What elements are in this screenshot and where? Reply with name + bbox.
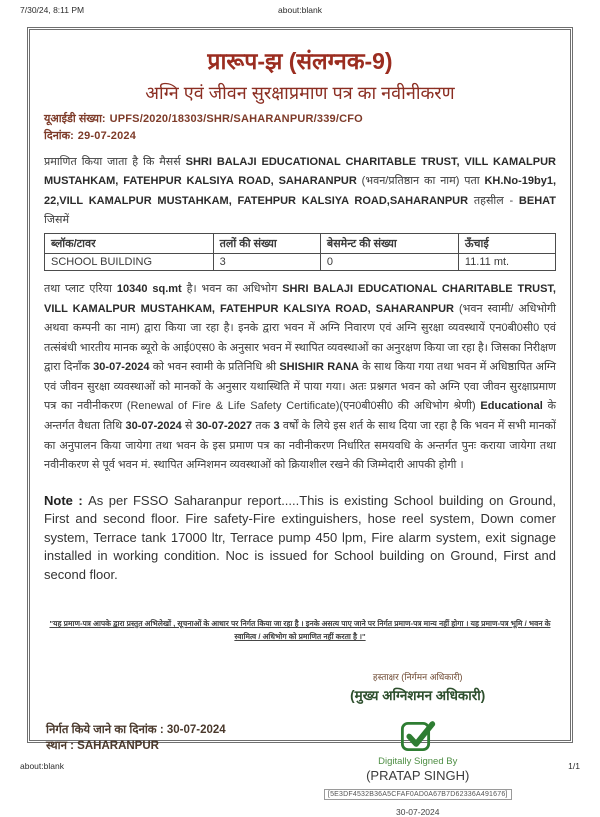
signer-name: (PRATAP SINGH) <box>366 767 470 783</box>
table-row <box>45 254 556 271</box>
text-segment: के साथ किया गया तथा भवन में अधिष्ठापित अग्नि एवं जीवन सुरक्षा व्यवस्थाओं को मानकों के अनुसार यथास्थिति में पाया गया। अतः प्रश्नगत भवन को अग्नि एवा जीवन सुरक्षाप्रमाण पत्र का नवीनीकरण (Renewal of Fire & Life Safety Certificate)(एन0बी0सी0 की अधिभोग श्रेणी) <box>44 361 556 413</box>
plot-area-value: 10340 sq.mt <box>116 283 182 295</box>
validity-from-date: 30-07-2024 <box>125 420 182 433</box>
representative-name: SHISHIR RANA <box>279 361 359 374</box>
text-segment: के अन्तर्गत वैधता तिथि <box>44 400 556 433</box>
validity-years: 3 <box>273 420 280 433</box>
building-table <box>44 233 556 271</box>
text-segment: है। भवन का अधिभोग <box>181 283 283 295</box>
text-segment: से <box>181 420 196 433</box>
signature-caption: हस्ताक्षर (निर्गमन अधिकारी) <box>372 671 463 682</box>
occupancy-category: Educational <box>480 400 543 413</box>
inspection-date: 30-07-2024 <box>93 361 150 374</box>
footer-page-title: about:blank <box>20 761 64 771</box>
digitally-signed-by-label: Digitally Signed By <box>378 755 458 767</box>
col-block-tower: ब्लॉक/टावर <box>45 234 214 254</box>
text-segment: तक <box>252 420 274 433</box>
text-segment: तहसील - <box>468 194 519 207</box>
issue-date-line <box>44 129 556 144</box>
issued-place-line: स्थान : SAHARANPUR <box>46 739 159 752</box>
footer-page-number: 1/1 <box>568 761 580 771</box>
print-page-title: about:blank <box>278 5 322 15</box>
form-title: प्रारूप-झ (संलग्नक-9) <box>207 48 393 74</box>
text-segment: (भवन/प्रतिष्ठान का नाम) पता <box>356 175 485 188</box>
cell-floors: 3 <box>213 254 320 271</box>
disclaimer-text: "यह प्रमाण-पत्र आपके द्वारा प्रस्तुत अभिलेखों , सूचनाओं के आधार पर निर्गत किया जा रहा है । इनके असत्य पाए जाने पर निर्गत प्रमाण-पत्र मान्य नहीं होगा । यह प्रमाण-पत्र भूमि / भवन के स्वामित्व / अधिभोग को प्रमाणित नहीं करता है ।" <box>49 619 551 641</box>
cell-height: 11.11 mt. <box>458 254 555 271</box>
validity-to-date: 30-07-2027 <box>195 420 253 433</box>
certificate-title: अग्नि एवं जीवन सुरक्षाप्रमाण पत्र का नवीनीकरण <box>145 83 455 103</box>
col-basements: बेसमेन्ट की संख्या <box>320 234 458 254</box>
issued-date-line: निर्गत किये जाने का दिनांक : 30-07-2024 <box>46 723 226 736</box>
address-value: KH.No-19by1, 22,VILL KAMALPUR MUSTAHKAM, FATEHPUR KALSIYA ROAD,SAHARANPUR <box>44 175 557 207</box>
signature-hash: [5E3DF4532B36A5CFAF0AD0A67B7D62336A491676] <box>324 789 512 800</box>
date-label: दिनांक: <box>44 129 74 142</box>
col-floors: तलों की संख्या <box>213 234 320 254</box>
table-header-row <box>45 234 556 254</box>
para-building-identity <box>44 153 556 231</box>
digital-signature-check-icon <box>398 714 438 754</box>
note-text: As per FSSO Saharanpur report.....This is existing School building on Ground, First and second floor. Fire safety-Fire extinguishers, hose reel system, Down comer system, Terrace tank 17000 ltr, Terrace pump 450 lpm, Fire alarm system, exit signage installed in working condition. Noc is issued for School building on Ground, First and second floor. <box>44 492 556 582</box>
text-segment: जिसमें <box>44 214 70 227</box>
date-value: 29-07-2024 <box>77 129 137 142</box>
text-segment: तथा प्लाट एरिया <box>44 283 117 295</box>
browser-print-header <box>0 0 600 16</box>
para-certification-body <box>44 280 556 476</box>
print-timestamp: 7/30/24, 8:11 PM <box>20 5 85 15</box>
note-paragraph <box>44 492 556 584</box>
tehsil-value: BEHAT <box>518 194 556 207</box>
signature-date: 30-07-2024 <box>396 806 440 817</box>
chief-fire-officer-label: (मुख्य अग्निशमन अधिकारी) <box>350 687 486 703</box>
browser-print-footer <box>0 761 600 771</box>
signature-section <box>44 670 556 817</box>
cell-basements: 0 <box>320 254 458 271</box>
signature-block <box>280 670 556 817</box>
uid-value: UPFS/2020/18303/SHR/SAHARANPUR/339/CFO <box>109 113 363 125</box>
cell-block-name: SCHOOL BUILDING <box>45 254 214 271</box>
text-segment: वर्षों के लिये इस शर्त के साथ दिया जा रहा है कि भवन में सभी मानकों का अनुपालन किया जायेगा तथा भवन के इस प्रमाण पत्र का नवीनीकरण निर्धारित समयवधि के अन्तर्गत पुनः कराया जायेगा तथा नवीनीकरण से पूर्व भवन मं. स्थापित अग्निशमन व्यवस्थाओं को क्रियाशील रखने की जिम्मेदारी आपकी होगी । <box>44 420 556 472</box>
occupier-name: SHRI BALAJI EDUCATIONAL CHARITABLE TRUST, VILL KAMALPUR MUSTAHKAM, FATEHPUR KALSIYA ROAD, SAHARANPUR <box>44 283 556 315</box>
note-label: Note : <box>44 492 89 508</box>
text-segment: (भवन स्वामी/ अधिभोगी अथवा कम्पनी का नाम) द्वारा किया जा रहा है। इनके द्वारा भवन में अग्नि निवारण एवं अग्नि सुरक्षा व्यवस्थायें एन0बी0सी0 एवं तत्संबंधी भारतीय मानक ब्यूरो के आई0एस0 के अनुसार भवन में स्थापित व्यवस्थाओं का अनुरक्षण किया जा रहा है। जिसका निरीक्षण द्वारा दिनाँक <box>44 302 557 374</box>
col-height: ऊँचाई <box>458 234 555 254</box>
trust-name: SHRI BALAJI EDUCATIONAL CHARITABLE TRUST, VILL KAMALPUR MUSTAHKAM, FATEHPUR KALSIYA ROAD, SAHARANPUR <box>44 155 556 188</box>
uid-label: यूआईडी संख्या: <box>44 113 106 125</box>
text-segment: प्रमाणित किया जाता है कि मैसर्स <box>44 155 186 168</box>
text-segment: को भवन स्वामी के प्रतिनिधि श्री <box>149 361 280 374</box>
uid-line <box>44 112 556 127</box>
